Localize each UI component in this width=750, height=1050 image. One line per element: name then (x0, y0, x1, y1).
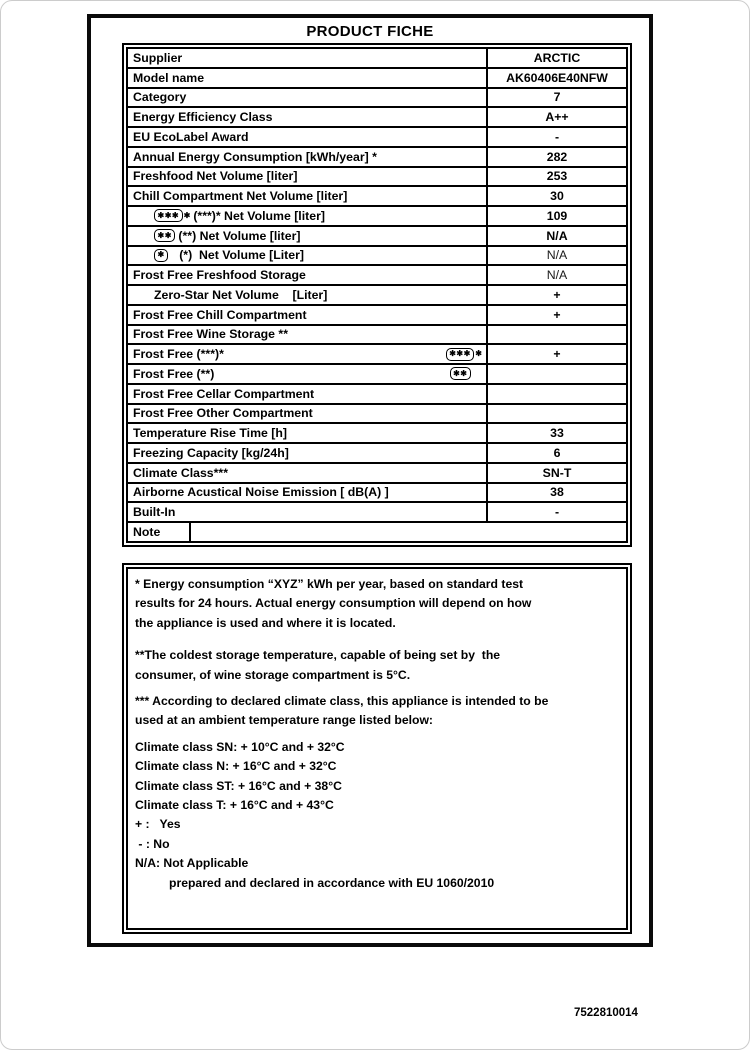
row-value: N/A (487, 226, 627, 246)
table-row (127, 167, 627, 187)
row-label-cell (127, 265, 487, 285)
row-value: SN-T (487, 463, 627, 483)
row-label-cell (127, 404, 487, 424)
row-value: ARCTIC (487, 48, 627, 68)
row-value: + (487, 344, 627, 364)
row-label: Frost Free (**) (133, 366, 215, 381)
table-row (127, 404, 627, 424)
product-fiche-box (87, 14, 653, 947)
row-value: 7 (487, 88, 627, 108)
table-row (127, 502, 627, 522)
row-value: A++ (487, 107, 627, 127)
row-value: 38 (487, 483, 627, 503)
table-row (127, 246, 627, 266)
row-label-cell (127, 186, 487, 206)
footnote-line: Climate class ST: + 16°C and + 38°C (135, 778, 342, 793)
footnote-line: consumer, of wine storage compartment is 5°C. (135, 667, 411, 682)
row-value: N/A (487, 246, 627, 266)
star-icon: ✱ (475, 349, 482, 359)
row-label: Frost Free Cellar Compartment (133, 386, 315, 401)
footnotes-box (122, 563, 632, 934)
row-label-cell (127, 127, 487, 147)
row-label-cell (127, 206, 487, 226)
row-label-cell (127, 423, 487, 443)
footnote-line: **The coldest storage temperature, capable of being set by the (135, 648, 501, 663)
footnote-line: prepared and declared in accordance with EU 1060/2010 (169, 875, 495, 890)
page-title: PRODUCT FICHE (306, 23, 434, 40)
footnote-line: *** According to declared climate class, this appliance is intended to be (135, 694, 549, 709)
row-label-cell (127, 364, 487, 384)
row-value: N/A (487, 265, 627, 285)
table-row (127, 68, 627, 88)
row-label: Frost Free Chill Compartment (133, 307, 307, 322)
table-row (127, 48, 627, 68)
row-label: (***)* Net Volume [liter] (193, 208, 325, 223)
table-row (127, 186, 627, 206)
row-label: Zero-Star Net Volume [Liter] (154, 287, 328, 302)
footnote-line: N/A: Not Applicable (135, 856, 249, 871)
row-label-cell (127, 226, 487, 246)
row-label: Model name (133, 70, 205, 85)
row-label: EU EcoLabel Award (133, 129, 249, 144)
row-label-cell (127, 68, 487, 88)
row-label: Note (128, 523, 191, 541)
table-row (127, 285, 627, 305)
row-label: Freezing Capacity [kg/24h] (133, 445, 289, 460)
row-label-cell (127, 443, 487, 463)
footnote-line: the appliance is used and where it is located. (135, 615, 396, 630)
table-row (127, 384, 627, 404)
table-row (127, 443, 627, 463)
table-row (127, 147, 627, 167)
row-label: Temperature Rise Time [h] (133, 426, 287, 441)
row-label: Energy Efficiency Class (133, 110, 273, 125)
row-value: - (487, 127, 627, 147)
document-code: 7522810014 (574, 1007, 638, 1019)
row-label-cell (127, 344, 487, 364)
table-row (127, 423, 627, 443)
footnote-line: results for 24 hours. Actual energy consumption will depend on how (135, 596, 532, 611)
row-label: Frost Free Wine Storage ** (133, 327, 289, 342)
row-label-cell (127, 384, 487, 404)
row-label-cell (127, 463, 487, 483)
footnote-line: Climate class T: + 16°C and + 43°C (135, 798, 334, 813)
row-label-cell (127, 48, 487, 68)
row-value (487, 325, 627, 345)
row-label: Frost Free Other Compartment (133, 406, 313, 421)
row-label: Annual Energy Consumption [kWh/year] * (133, 149, 377, 164)
row-label-cell (127, 305, 487, 325)
table-row (127, 463, 627, 483)
row-label-cell (127, 483, 487, 503)
note-empty-area (191, 523, 626, 541)
footnote-line: used at an ambient temperature range listed below: (135, 713, 433, 728)
row-value: 33 (487, 423, 627, 443)
row-label-cell (127, 167, 487, 187)
two-star-freezer-icon (450, 367, 471, 380)
row-label: Airborne Acustical Noise Emission [ dB(A) ] (133, 485, 389, 500)
table-row (127, 522, 627, 542)
row-label-cell (127, 88, 487, 108)
two-star-freezer-icon (154, 229, 175, 242)
table-row (127, 483, 627, 503)
row-label: Frost Free (***)* (133, 347, 224, 362)
note-row-cell (127, 522, 627, 542)
row-value: + (487, 305, 627, 325)
row-value (487, 404, 627, 424)
table-row (127, 325, 627, 345)
footnote-line: * Energy consumption “XYZ” kWh per year, based on standard test (135, 577, 524, 591)
row-label: Climate Class*** (133, 465, 229, 480)
table-row (127, 265, 627, 285)
row-label-cell (127, 147, 487, 167)
table-row (127, 344, 627, 364)
four-star-freezer-icon (154, 209, 190, 222)
row-label-cell (127, 246, 487, 266)
footnotes (126, 567, 628, 930)
row-value: 30 (487, 186, 627, 206)
row-value: 282 (487, 147, 627, 167)
product-table (126, 47, 628, 543)
row-value (487, 384, 627, 404)
row-label: Freshfood Net Volume [liter] (133, 169, 298, 184)
star-box-icon: ✱ (154, 249, 168, 262)
row-value: 109 (487, 206, 627, 226)
row-label: (*) Net Volume [Liter] (179, 248, 304, 263)
footnote-line: + : Yes (135, 817, 181, 832)
row-label: Chill Compartment Net Volume [liter] (133, 189, 348, 204)
table-row (127, 127, 627, 147)
row-label-cell (127, 107, 487, 127)
row-value: 253 (487, 167, 627, 187)
row-label-cell (127, 325, 487, 345)
one-star-freezer-icon (154, 249, 168, 262)
four-star-freezer-icon (446, 348, 482, 361)
star-box-icon: ✱✱✱ (154, 209, 183, 222)
row-label-cell (127, 502, 487, 522)
row-value: + (487, 285, 627, 305)
footnote-line: Climate class SN: + 10°C and + 32°C (135, 739, 345, 754)
product-table-wrap (122, 43, 632, 547)
row-value: - (487, 502, 627, 522)
row-label: Category (133, 90, 187, 105)
footnote-line: - : No (135, 836, 170, 851)
table-row (127, 364, 627, 384)
table-row (127, 88, 627, 108)
row-value: AK60406E40NFW (487, 68, 627, 88)
row-value (487, 364, 627, 384)
table-row (127, 107, 627, 127)
row-label: Supplier (133, 50, 183, 65)
row-value: 6 (487, 443, 627, 463)
row-label: Frost Free Freshfood Storage (133, 268, 306, 283)
row-label: (**) Net Volume [liter] (178, 228, 301, 243)
footnote-line: Climate class N: + 16°C and + 32°C (135, 759, 337, 774)
row-label-cell (127, 285, 487, 305)
table-row (127, 226, 627, 246)
star-box-icon: ✱✱ (450, 367, 471, 380)
star-icon: ✱ (183, 210, 191, 220)
table-row (127, 206, 627, 226)
table-row (127, 305, 627, 325)
star-box-icon: ✱✱✱ (446, 348, 475, 361)
star-box-icon: ✱✱ (154, 229, 175, 242)
row-label: Built-In (133, 505, 176, 520)
